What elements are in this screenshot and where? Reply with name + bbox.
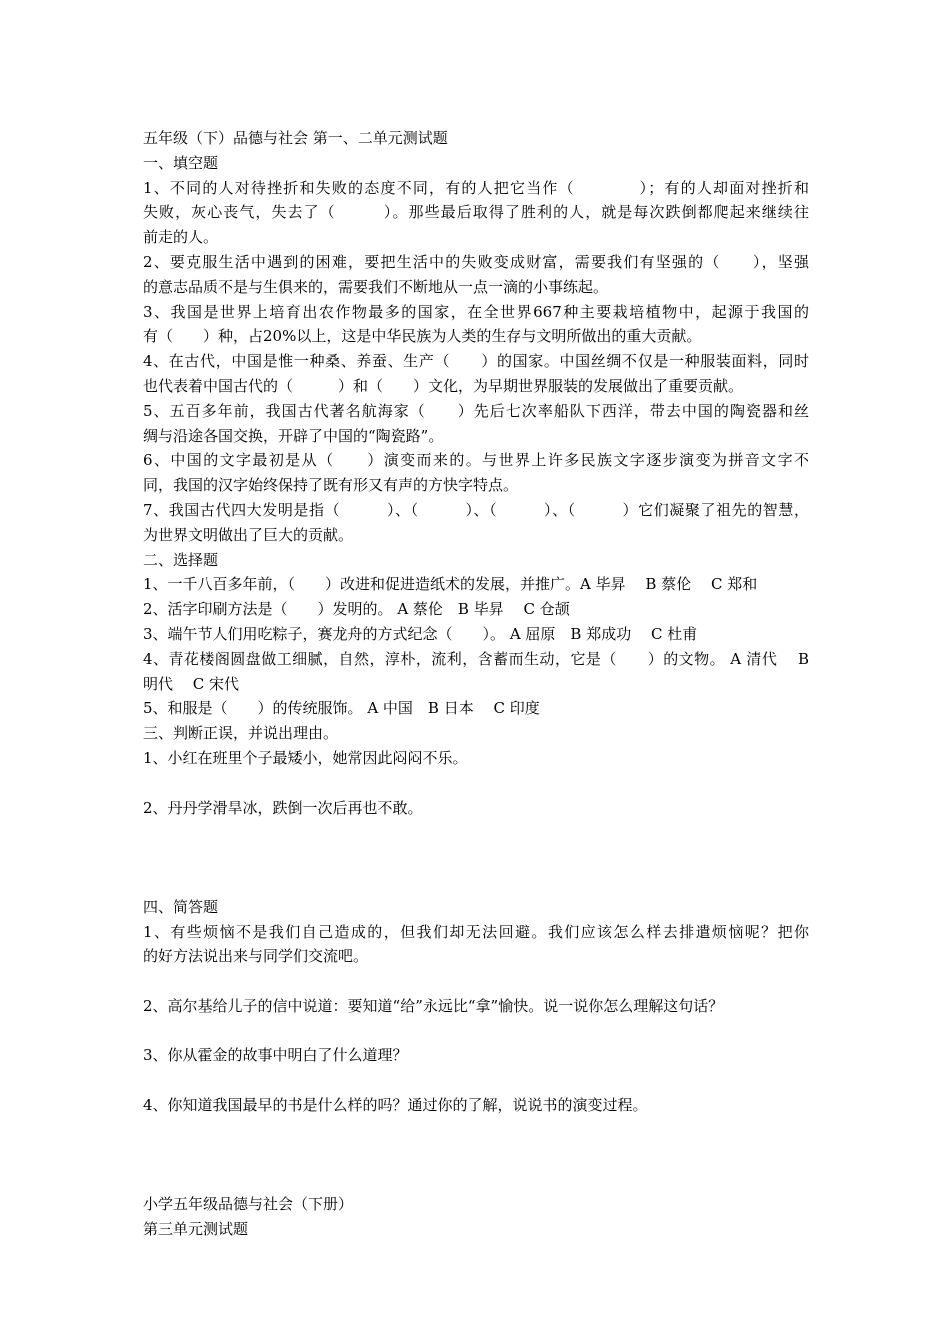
fill-q1-line3: 前走的人。 [143, 228, 219, 247]
section-fill-blank-title: 一、填空题 [143, 153, 219, 172]
doc-title: 五年级（下）品德与社会 第一、二单元测试题 [143, 129, 448, 147]
fill-q6-line1: 6、中国的文字最初是从（ ）演变而来的。与世界上许多民族文字逐步演变为拼音文字不 [143, 451, 809, 470]
short-q1-line1: 1、有些烦恼不是我们自己造成的，但我们却无法回避。我们应该怎么样去排遣烦恼呢？把你 [143, 922, 809, 941]
fill-q3-line1: 3、我国是世界上培育出农作物最多的国家，在全世界667种主要栽培植物中，起源于我国的 [143, 302, 809, 321]
choice-q5: 5、和服是（ ）的传统服饰。 A 中国 B 日本 C 印度 [143, 699, 540, 718]
choice-q1: 1、一千八百多年前，（ ）改进和促进造纸术的发展，并推广。A 毕昇 B 蔡伦 C 郑和 [143, 575, 758, 594]
fill-q6-line2: 同，我国的汉字始终保持了既有形又有声的方快字特点。 [143, 476, 519, 495]
short-q4: 4、你知道我国最早的书是什么样的吗？通过你的了解，说说书的演变过程。 [143, 1096, 648, 1115]
fill-q5-line1: 5、五百多年前，我国古代著名航海家（ ）先后七次率船队下西洋，带去中国的陶瓷器和丝 [143, 401, 809, 420]
answer-space [143, 820, 809, 870]
short-q3: 3、你从霍金的故事中明白了什么道理？ [143, 1046, 408, 1065]
choice-q4-line2: 明代 C 宋代 [143, 674, 240, 693]
document-body [143, 126, 809, 1242]
section-choice-title: 二、选择题 [143, 550, 219, 569]
fill-q5-line2: 绸与沿途各国交换，开辟了中国的“陶瓷路”。 [143, 426, 444, 445]
fill-q7-line1: 7、我国古代四大发明是指（ ）、（ ）、（ ）、（ ）它们凝聚了祖先的智慧， [143, 500, 809, 519]
answer-space [143, 969, 809, 994]
answer-space [143, 771, 809, 796]
fill-q2-line1: 2、要克服生活中遇到的困难，要把生活中的失败变成财富，需要我们有坚强的（ ），坚强 [143, 252, 809, 271]
answer-space [143, 1068, 809, 1093]
section-judge-title: 三、判断正误，并说出理由。 [143, 724, 339, 743]
fill-q1-line1: 1、不同的人对待挫折和失败的态度不同，有的人把它当作（ ）；有的人却面对挫折和 [143, 178, 809, 197]
choice-q2: 2、活字印刷方法是（ ）发明的。 A 蔡伦 B 毕昇 C 仓颉 [143, 600, 570, 619]
fill-q1-line2: 失败，灰心丧气，失去了（ ）。那些最后取得了胜利的人，就是每次跌倒都爬起来继续往 [143, 203, 809, 222]
short-q2: 2、高尔基给儿子的信中说道：要知道“给”永远比“拿”愉快。说一说你怎么理解这句话？ [143, 996, 724, 1015]
choice-q3: 3、端午节人们用吃粽子，赛龙舟的方式纪念（ ）。 A 屈原 B 郑成功 C 杜甫 [143, 624, 698, 643]
answer-space [143, 1019, 809, 1044]
answer-space [143, 1118, 809, 1192]
short-q1-line2: 的好方法说出来与同学们交流吧。 [143, 947, 369, 966]
section-short-answer-title: 四、简答题 [143, 897, 219, 916]
judge-q1: 1、小红在班里个子最矮小，她常因此闷闷不乐。 [143, 748, 468, 767]
next-unit-subtitle: 第三单元测试题 [143, 1220, 249, 1239]
fill-q7-line2: 为世界文明做出了巨大的贡献。 [143, 525, 354, 544]
answer-space [143, 870, 809, 895]
fill-q4-line2: 也代表着中国古代的（ ）和（ ）文化，为早期世界服装的发展做出了重要贡献。 [143, 376, 744, 395]
fill-q2-line2: 的意志品质不是与生俱来的，需要我们不断地从一点一滴的小事练起。 [143, 277, 609, 296]
judge-q2: 2、丹丹学滑旱冰，跌倒一次后再也不敢。 [143, 798, 423, 817]
choice-q4-line1: 4、青花楼阁圆盘做工细腻，自然，淳朴，流利，含蓄而生动，它是（ ）的文物。 A 清代 B [143, 649, 809, 668]
fill-q3-line2: 有（ ）种，占20%以上，这是中华民族为人类的生存与文明所做出的重大贡献。 [143, 327, 702, 346]
next-unit-title: 小学五年级品德与社会（下册） [143, 1195, 354, 1214]
fill-q4-line1: 4、在古代，中国是惟一种桑、养蚕、生产（ ）的国家。中国丝绸不仅是一种服装面料，同时 [143, 352, 809, 371]
